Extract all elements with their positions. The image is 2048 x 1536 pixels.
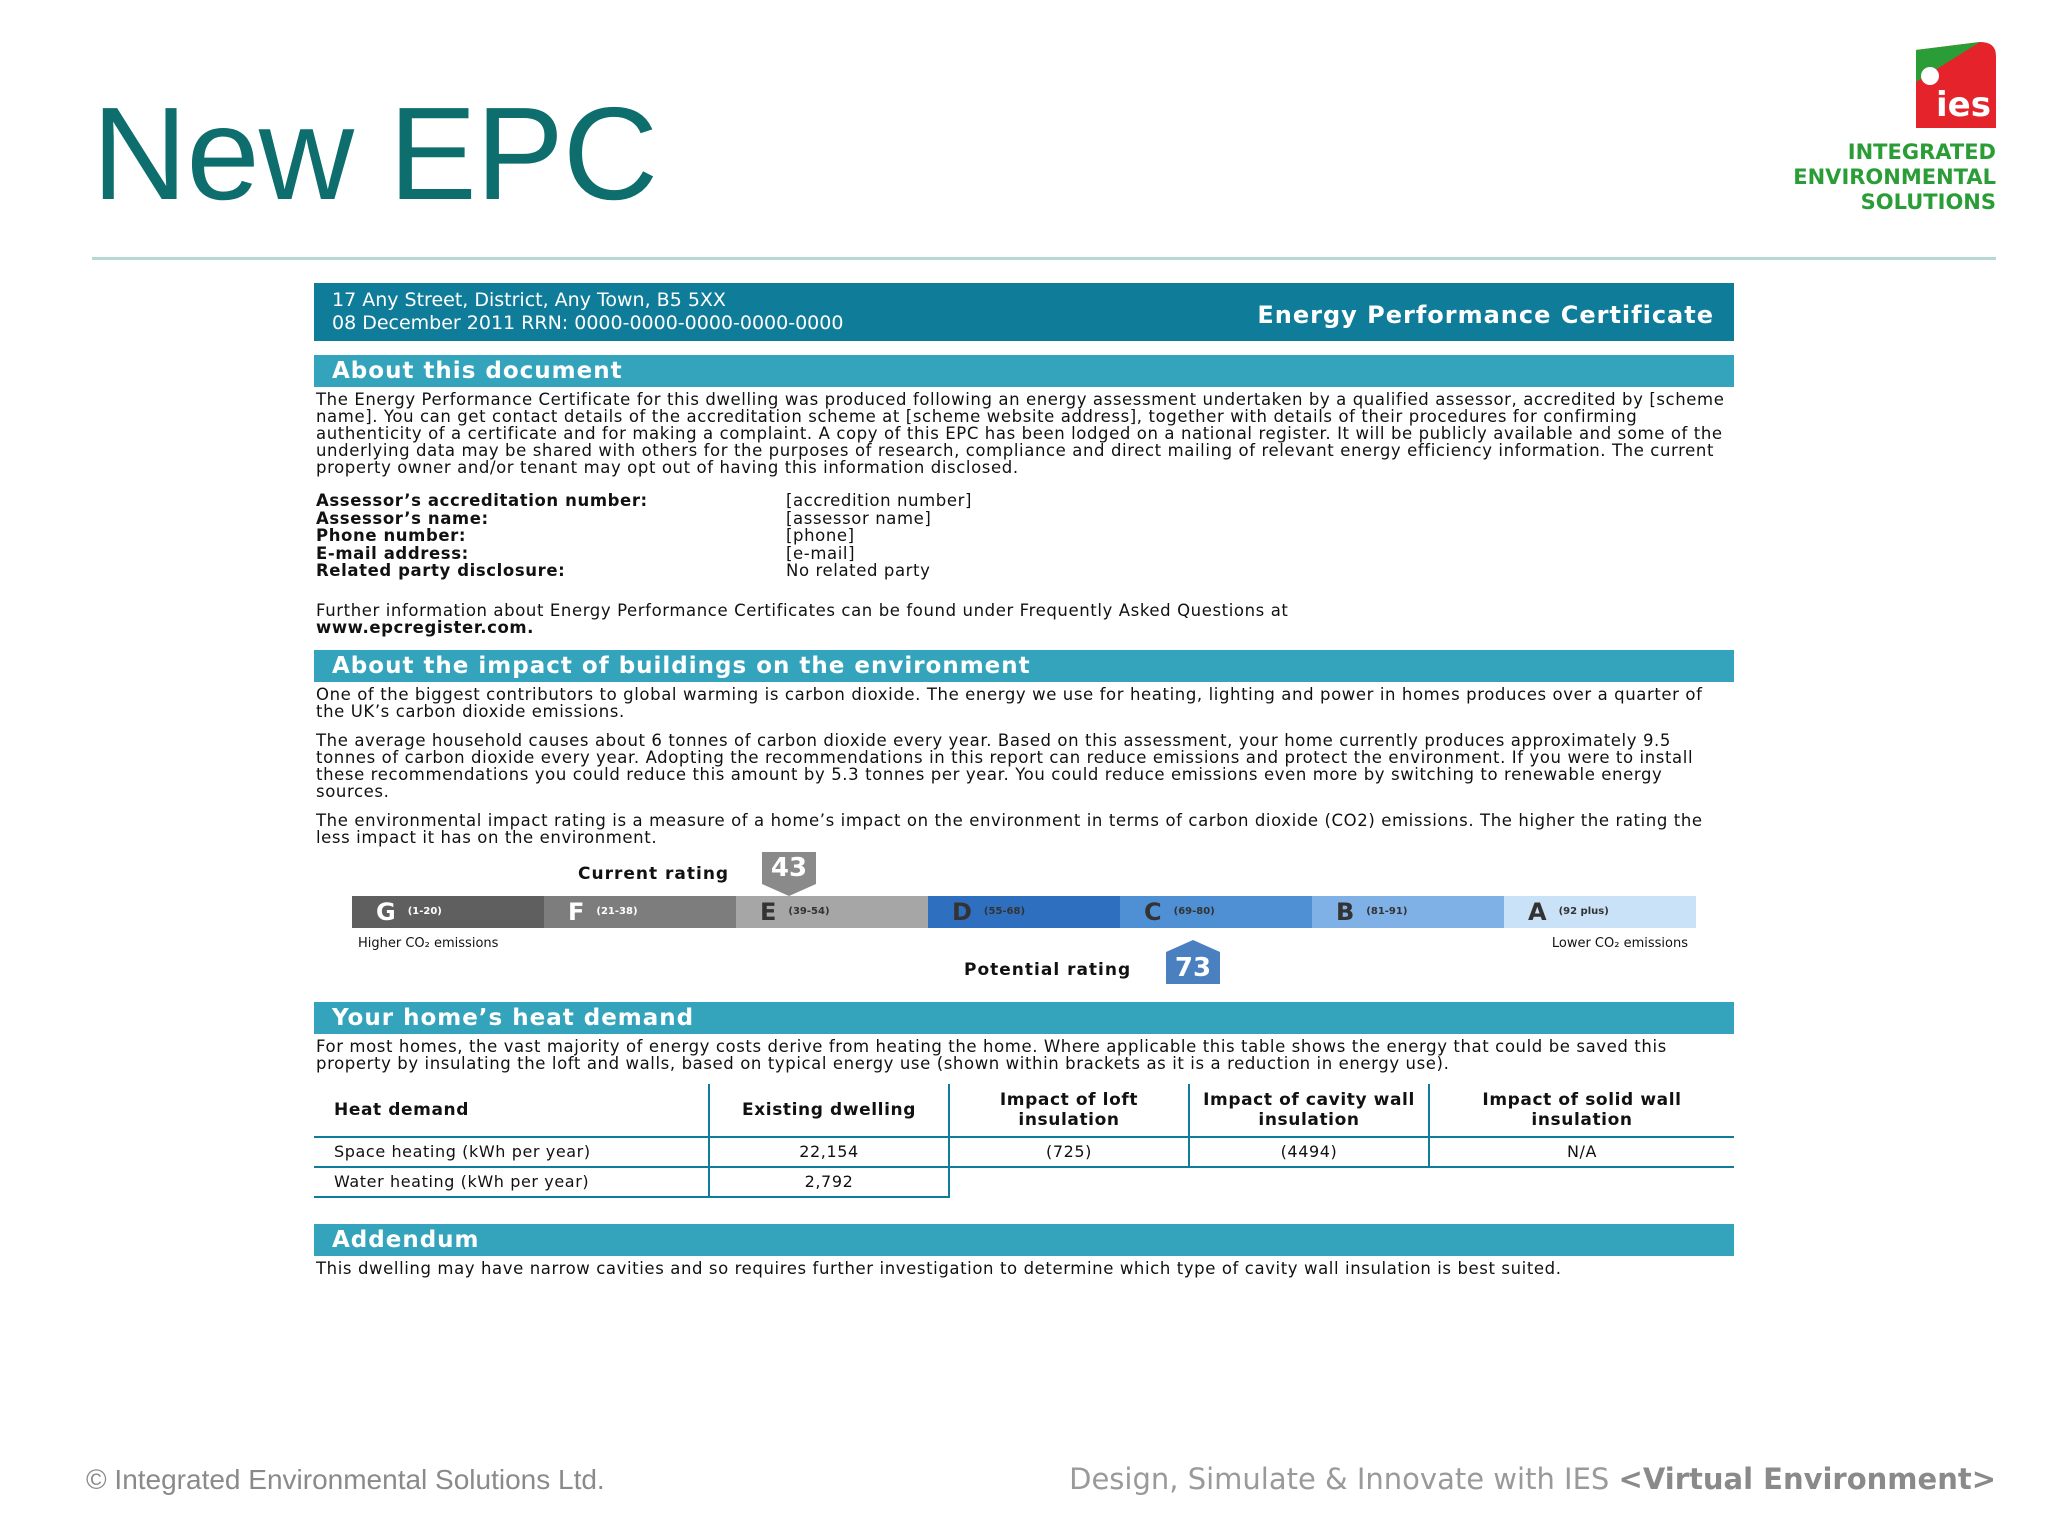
table-cell: (725) (949, 1137, 1189, 1167)
section-heading-impact: About the impact of buildings on the environment (314, 650, 1734, 682)
table-row (314, 1137, 1734, 1167)
band-e (736, 896, 928, 928)
band-range: (1-20) (407, 906, 442, 917)
table-cell: (4494) (1189, 1137, 1429, 1167)
lower-emissions-label: Lower CO₂ emissions (1551, 935, 1688, 951)
band-range: (21-38) (596, 906, 638, 917)
impact-paragraph-1: One of the biggest contributors to global warming is carbon dioxide. The energy we use for heating, lighting and power in homes produces over a quarter of the UK’s carbon dioxide emissions. (316, 684, 1703, 721)
section-heading-heat: Your home’s heat demand (314, 1002, 1734, 1034)
band-letter: A (1528, 897, 1547, 926)
band-a (1504, 896, 1696, 928)
band-letter: C (1144, 897, 1162, 926)
field-value: [phone] (786, 526, 855, 545)
heat-body: For most homes, the vast majority of energy costs derive from heating the home. Where applicable this table shows the energy that could be saved this property by insulating the loft and walls, based on typical energy use (shown within brackets as it is a reduction in energy use). (316, 1036, 1667, 1073)
band-d (928, 896, 1120, 928)
property-address: 17 Any Street, District, Any Town, B5 5XX (332, 289, 726, 311)
table-cell (949, 1167, 1189, 1197)
field-key: Assessor’s accreditation number: (316, 491, 648, 510)
column-header: Impact of cavity wall insulation (1189, 1084, 1429, 1137)
field-value: No related party (786, 561, 931, 580)
epc-document (314, 283, 1734, 1277)
band-range: (69-80) (1173, 906, 1215, 917)
higher-emissions-label: Higher CO₂ emissions (358, 935, 499, 951)
rating-scale (352, 896, 1696, 928)
certificate-title: Energy Performance Certificate (1257, 301, 1714, 329)
impact-paragraph-2: The average household causes about 6 tonnes of carbon dioxide every year. Based on this assessment, your home currently produces approximately 9.5 tonnes of carbon dioxide every year. Adopting the recommendations in this report can reduce emissions and protect the environment. If you were to install these recommendations you could reduce this amount by 5.3 tonnes per year. You could reduce emissions even more by switching to renewable energy sources. (316, 730, 1694, 801)
column-header: Impact of solid wall insulation (1429, 1084, 1734, 1137)
field-value: [assessor name] (786, 508, 932, 528)
column-header: Existing dwelling (709, 1084, 949, 1137)
field-value: [e-mail] (786, 543, 856, 563)
tagline-footer (1069, 1462, 1996, 1496)
ies-logo-icon (1910, 42, 1996, 128)
field-value: [accredition number] (786, 491, 973, 510)
field-key: E-mail address: (316, 543, 469, 563)
title-divider (92, 257, 1996, 260)
table-row (314, 1167, 1734, 1197)
table-cell: 22,154 (709, 1137, 949, 1167)
heat-demand-table (314, 1084, 1734, 1198)
further-info (314, 598, 1734, 636)
epc-register-link[interactable]: www.epcregister.com. (316, 617, 535, 637)
band-range: (55-68) (983, 906, 1026, 917)
band-letter: G (376, 897, 396, 926)
tagline-product: <Virtual Environment> (1618, 1462, 1996, 1496)
logo-wordmark (1793, 140, 1996, 215)
band-letter: D (952, 897, 972, 926)
section-heading-addendum: Addendum (314, 1224, 1734, 1256)
band-range: (81-91) (1366, 906, 1408, 917)
logo-line-3: SOLUTIONS (1860, 190, 1996, 214)
copyright-footer: © Integrated Environmental Solutions Ltd. (86, 1464, 605, 1495)
slide-title: New EPC (92, 80, 658, 227)
assessor-details (314, 492, 1734, 580)
table-cell: 2,792 (709, 1167, 949, 1197)
table-cell: Water heating (kWh per year) (314, 1167, 709, 1197)
addendum-body: This dwelling may have narrow cavities and so requires further investigation to determine which type of cavity wall insulation is best suited. (316, 1258, 1562, 1278)
table-cell: Space heating (kWh per year) (314, 1137, 709, 1167)
table-header-row (314, 1084, 1734, 1137)
field-key: Assessor’s name: (316, 508, 489, 528)
column-header: Heat demand (314, 1084, 709, 1137)
band-range: (39-54) (788, 906, 830, 917)
logo-mark-text: ies (1936, 85, 1991, 125)
table-cell (1189, 1167, 1429, 1197)
about-body: The Energy Performance Certificate for this dwelling was produced following an energy assessment undertaken by a qualified assessor, accredited by [scheme name]. You can get contact details of the accreditation scheme at [scheme website address], together with details of their procedures for confirming authenticity of a certificate and for making a complaint. A copy of this EPC has been lodged on a national register. It will be publicly available and some of the underlying data may be shared with others for the purposes of research, compliance and direct mailing of relevant energy efficiency information. The current property owner and/or tenant may opt out of having this information disclosed. (316, 390, 1725, 477)
further-info-text: Further information about Energy Performance Certificates can be found under Frequently Asked Questions at (316, 600, 1289, 620)
epc-address-block (332, 289, 843, 335)
epc-header (314, 283, 1734, 341)
band-letter: F (568, 897, 585, 926)
band-b (1312, 896, 1504, 928)
tagline-text: Design, Simulate & Innovate with IES (1069, 1462, 1619, 1496)
current-rating-badge: 43 (762, 852, 816, 884)
field-key: Phone number: (316, 526, 467, 545)
logo-line-2: ENVIRONMENTAL (1793, 165, 1996, 189)
date-rrn: 08 December 2011 RRN: 0000-0000-0000-0000-0000 (332, 312, 844, 334)
band-letter: B (1336, 897, 1355, 926)
impact-paragraph-3: The environmental impact rating is a measure of a home’s impact on the environment in terms of carbon dioxide (CO2) emissions. The higher the rating the less impact it has on the environment. (316, 810, 1703, 847)
column-header: Impact of loft insulation (949, 1084, 1189, 1137)
potential-rating-label: Potential rating (964, 959, 1132, 980)
table-cell (1429, 1167, 1734, 1197)
band-g (352, 896, 544, 928)
potential-rating-badge: 73 (1166, 952, 1220, 984)
table-cell: N/A (1429, 1137, 1734, 1167)
band-range: (92 plus) (1558, 906, 1609, 917)
band-c (1120, 896, 1312, 928)
band-letter: E (760, 897, 777, 926)
environmental-impact-rating (314, 852, 1734, 992)
current-rating-label: Current rating (578, 863, 730, 884)
band-f (544, 896, 736, 928)
logo-line-1: INTEGRATED (1847, 140, 1996, 164)
field-key: Related party disclosure: (316, 561, 566, 580)
section-heading-about: About this document (314, 355, 1734, 387)
